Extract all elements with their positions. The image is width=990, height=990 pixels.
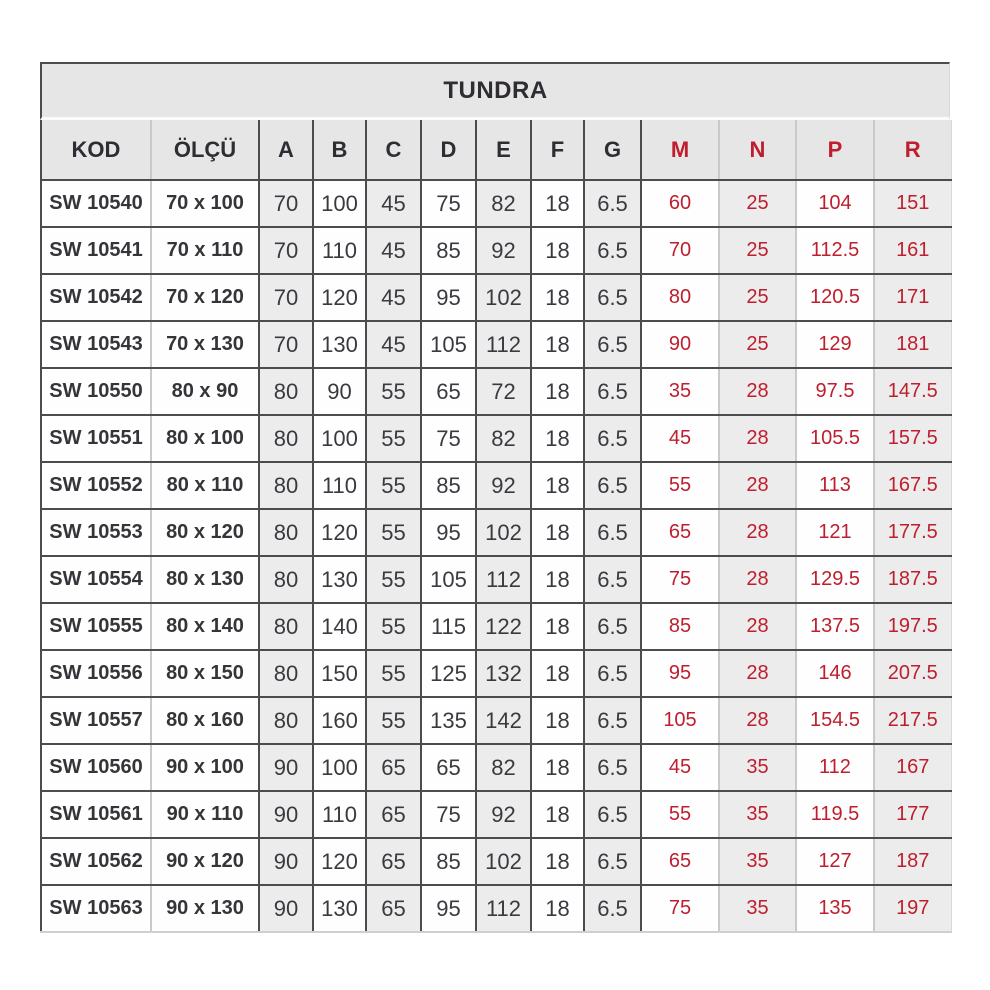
cell-g: 6.5 xyxy=(584,885,641,932)
cell-m: 90 xyxy=(641,321,719,368)
cell-e: 92 xyxy=(476,462,531,509)
cell-f: 18 xyxy=(531,791,584,838)
cell-p: 121 xyxy=(796,509,874,556)
cell-e: 102 xyxy=(476,509,531,556)
cell-r: 197.5 xyxy=(874,603,951,650)
cell-b: 90 xyxy=(313,368,366,415)
cell-m: 35 xyxy=(641,368,719,415)
cell-b: 100 xyxy=(313,744,366,791)
cell-c: 55 xyxy=(366,462,421,509)
cell-a: 90 xyxy=(259,838,313,885)
cell-a: 80 xyxy=(259,603,313,650)
cell-b: 160 xyxy=(313,697,366,744)
cell-kod: SW 10562 xyxy=(41,838,151,885)
cell-kod: SW 10563 xyxy=(41,885,151,932)
cell-m: 75 xyxy=(641,556,719,603)
cell-d: 65 xyxy=(421,744,476,791)
cell-e: 92 xyxy=(476,791,531,838)
cell-olcu: 80 x 120 xyxy=(151,509,259,556)
cell-m: 85 xyxy=(641,603,719,650)
table-row xyxy=(41,650,951,697)
cell-n: 28 xyxy=(719,415,796,462)
cell-n: 35 xyxy=(719,791,796,838)
cell-kod: SW 10554 xyxy=(41,556,151,603)
col-header-e: E xyxy=(476,120,531,180)
cell-e: 72 xyxy=(476,368,531,415)
cell-a: 80 xyxy=(259,509,313,556)
cell-b: 120 xyxy=(313,509,366,556)
cell-kod: SW 10540 xyxy=(41,180,151,227)
cell-n: 28 xyxy=(719,650,796,697)
cell-p: 112.5 xyxy=(796,227,874,274)
table-row xyxy=(41,462,951,509)
cell-b: 130 xyxy=(313,321,366,368)
cell-g: 6.5 xyxy=(584,838,641,885)
cell-kod: SW 10541 xyxy=(41,227,151,274)
cell-a: 80 xyxy=(259,368,313,415)
cell-e: 132 xyxy=(476,650,531,697)
cell-f: 18 xyxy=(531,274,584,321)
table-row xyxy=(41,744,951,791)
cell-r: 207.5 xyxy=(874,650,951,697)
cell-f: 18 xyxy=(531,556,584,603)
cell-d: 135 xyxy=(421,697,476,744)
cell-olcu: 70 x 130 xyxy=(151,321,259,368)
cell-olcu: 80 x 100 xyxy=(151,415,259,462)
cell-g: 6.5 xyxy=(584,462,641,509)
cell-p: 104 xyxy=(796,180,874,227)
cell-r: 187.5 xyxy=(874,556,951,603)
cell-d: 75 xyxy=(421,791,476,838)
cell-m: 55 xyxy=(641,791,719,838)
cell-f: 18 xyxy=(531,885,584,932)
cell-g: 6.5 xyxy=(584,697,641,744)
cell-p: 105.5 xyxy=(796,415,874,462)
col-header-n: N xyxy=(719,120,796,180)
col-header-m: M xyxy=(641,120,719,180)
cell-r: 167.5 xyxy=(874,462,951,509)
cell-r: 151 xyxy=(874,180,951,227)
cell-f: 18 xyxy=(531,321,584,368)
cell-r: 167 xyxy=(874,744,951,791)
cell-e: 82 xyxy=(476,180,531,227)
cell-f: 18 xyxy=(531,650,584,697)
cell-e: 102 xyxy=(476,274,531,321)
cell-m: 105 xyxy=(641,697,719,744)
cell-c: 55 xyxy=(366,697,421,744)
cell-b: 100 xyxy=(313,180,366,227)
cell-g: 6.5 xyxy=(584,180,641,227)
cell-e: 112 xyxy=(476,885,531,932)
cell-c: 45 xyxy=(366,227,421,274)
cell-g: 6.5 xyxy=(584,368,641,415)
cell-n: 28 xyxy=(719,556,796,603)
col-header-r: R xyxy=(874,120,951,180)
cell-n: 25 xyxy=(719,227,796,274)
cell-olcu: 70 x 100 xyxy=(151,180,259,227)
cell-c: 65 xyxy=(366,744,421,791)
cell-kod: SW 10551 xyxy=(41,415,151,462)
cell-b: 110 xyxy=(313,227,366,274)
cell-m: 95 xyxy=(641,650,719,697)
cell-a: 80 xyxy=(259,415,313,462)
cell-olcu: 70 x 110 xyxy=(151,227,259,274)
cell-m: 65 xyxy=(641,509,719,556)
table-row xyxy=(41,321,951,368)
cell-r: 177 xyxy=(874,791,951,838)
cell-n: 28 xyxy=(719,509,796,556)
cell-e: 142 xyxy=(476,697,531,744)
cell-f: 18 xyxy=(531,368,584,415)
cell-c: 65 xyxy=(366,885,421,932)
cell-m: 60 xyxy=(641,180,719,227)
cell-n: 28 xyxy=(719,462,796,509)
cell-b: 120 xyxy=(313,838,366,885)
cell-p: 112 xyxy=(796,744,874,791)
cell-olcu: 70 x 120 xyxy=(151,274,259,321)
cell-kod: SW 10552 xyxy=(41,462,151,509)
cell-c: 45 xyxy=(366,274,421,321)
cell-m: 45 xyxy=(641,415,719,462)
cell-r: 197 xyxy=(874,885,951,932)
cell-c: 45 xyxy=(366,321,421,368)
cell-kod: SW 10557 xyxy=(41,697,151,744)
cell-a: 70 xyxy=(259,274,313,321)
table-row xyxy=(41,838,951,885)
cell-r: 157.5 xyxy=(874,415,951,462)
cell-c: 65 xyxy=(366,838,421,885)
cell-olcu: 90 x 130 xyxy=(151,885,259,932)
cell-g: 6.5 xyxy=(584,650,641,697)
cell-g: 6.5 xyxy=(584,791,641,838)
cell-m: 65 xyxy=(641,838,719,885)
cell-e: 112 xyxy=(476,556,531,603)
cell-r: 187 xyxy=(874,838,951,885)
col-header-kod: KOD xyxy=(41,120,151,180)
table-row xyxy=(41,274,951,321)
cell-d: 95 xyxy=(421,274,476,321)
cell-b: 140 xyxy=(313,603,366,650)
cell-a: 80 xyxy=(259,697,313,744)
cell-e: 122 xyxy=(476,603,531,650)
table-row xyxy=(41,180,951,227)
cell-olcu: 90 x 120 xyxy=(151,838,259,885)
cell-r: 181 xyxy=(874,321,951,368)
cell-kod: SW 10553 xyxy=(41,509,151,556)
cell-f: 18 xyxy=(531,415,584,462)
cell-kod: SW 10560 xyxy=(41,744,151,791)
cell-d: 85 xyxy=(421,462,476,509)
cell-b: 150 xyxy=(313,650,366,697)
cell-b: 110 xyxy=(313,791,366,838)
cell-e: 82 xyxy=(476,415,531,462)
cell-olcu: 80 x 150 xyxy=(151,650,259,697)
cell-f: 18 xyxy=(531,227,584,274)
cell-d: 75 xyxy=(421,180,476,227)
cell-a: 90 xyxy=(259,791,313,838)
col-header-b: B xyxy=(313,120,366,180)
cell-olcu: 80 x 160 xyxy=(151,697,259,744)
cell-g: 6.5 xyxy=(584,556,641,603)
cell-olcu: 90 x 100 xyxy=(151,744,259,791)
cell-d: 95 xyxy=(421,509,476,556)
cell-a: 80 xyxy=(259,462,313,509)
cell-p: 129 xyxy=(796,321,874,368)
cell-p: 113 xyxy=(796,462,874,509)
cell-e: 112 xyxy=(476,321,531,368)
cell-f: 18 xyxy=(531,744,584,791)
cell-a: 80 xyxy=(259,556,313,603)
cell-b: 120 xyxy=(313,274,366,321)
cell-g: 6.5 xyxy=(584,227,641,274)
cell-p: 154.5 xyxy=(796,697,874,744)
cell-p: 137.5 xyxy=(796,603,874,650)
table-row xyxy=(41,556,951,603)
cell-d: 105 xyxy=(421,321,476,368)
cell-f: 18 xyxy=(531,180,584,227)
cell-d: 115 xyxy=(421,603,476,650)
cell-p: 97.5 xyxy=(796,368,874,415)
cell-r: 161 xyxy=(874,227,951,274)
cell-m: 55 xyxy=(641,462,719,509)
cell-kod: SW 10543 xyxy=(41,321,151,368)
cell-g: 6.5 xyxy=(584,603,641,650)
cell-c: 55 xyxy=(366,415,421,462)
col-header-c: C xyxy=(366,120,421,180)
col-header-p: P xyxy=(796,120,874,180)
cell-r: 177.5 xyxy=(874,509,951,556)
cell-kod: SW 10556 xyxy=(41,650,151,697)
cell-g: 6.5 xyxy=(584,321,641,368)
cell-c: 55 xyxy=(366,650,421,697)
cell-olcu: 80 x 110 xyxy=(151,462,259,509)
cell-a: 80 xyxy=(259,650,313,697)
col-header-d: D xyxy=(421,120,476,180)
cell-e: 82 xyxy=(476,744,531,791)
cell-r: 171 xyxy=(874,274,951,321)
table-row xyxy=(41,791,951,838)
cell-n: 35 xyxy=(719,885,796,932)
cell-kod: SW 10542 xyxy=(41,274,151,321)
cell-g: 6.5 xyxy=(584,744,641,791)
cell-n: 25 xyxy=(719,180,796,227)
cell-b: 100 xyxy=(313,415,366,462)
cell-p: 146 xyxy=(796,650,874,697)
cell-c: 55 xyxy=(366,603,421,650)
cell-b: 110 xyxy=(313,462,366,509)
cell-d: 85 xyxy=(421,227,476,274)
spec-table xyxy=(40,120,952,933)
cell-c: 45 xyxy=(366,180,421,227)
cell-b: 130 xyxy=(313,556,366,603)
cell-c: 55 xyxy=(366,368,421,415)
col-header-f: F xyxy=(531,120,584,180)
table-body xyxy=(41,180,951,932)
cell-n: 28 xyxy=(719,697,796,744)
table-row xyxy=(41,509,951,556)
cell-c: 65 xyxy=(366,791,421,838)
cell-c: 55 xyxy=(366,509,421,556)
cell-kod: SW 10555 xyxy=(41,603,151,650)
cell-olcu: 80 x 140 xyxy=(151,603,259,650)
cell-p: 127 xyxy=(796,838,874,885)
cell-r: 147.5 xyxy=(874,368,951,415)
cell-e: 102 xyxy=(476,838,531,885)
table-row xyxy=(41,697,951,744)
cell-n: 35 xyxy=(719,838,796,885)
cell-a: 90 xyxy=(259,885,313,932)
cell-f: 18 xyxy=(531,462,584,509)
table-row xyxy=(41,368,951,415)
cell-d: 65 xyxy=(421,368,476,415)
cell-m: 45 xyxy=(641,744,719,791)
cell-g: 6.5 xyxy=(584,509,641,556)
cell-kod: SW 10550 xyxy=(41,368,151,415)
col-header-olcu: ÖLÇÜ xyxy=(151,120,259,180)
cell-f: 18 xyxy=(531,697,584,744)
cell-f: 18 xyxy=(531,603,584,650)
header-row xyxy=(41,120,951,180)
cell-r: 217.5 xyxy=(874,697,951,744)
cell-a: 90 xyxy=(259,744,313,791)
cell-kod: SW 10561 xyxy=(41,791,151,838)
table-row xyxy=(41,603,951,650)
cell-d: 85 xyxy=(421,838,476,885)
spec-table-container xyxy=(40,62,950,933)
cell-n: 25 xyxy=(719,321,796,368)
cell-a: 70 xyxy=(259,227,313,274)
cell-p: 129.5 xyxy=(796,556,874,603)
cell-a: 70 xyxy=(259,321,313,368)
cell-n: 25 xyxy=(719,274,796,321)
cell-b: 130 xyxy=(313,885,366,932)
cell-c: 55 xyxy=(366,556,421,603)
table-row xyxy=(41,227,951,274)
cell-p: 135 xyxy=(796,885,874,932)
table-title: TUNDRA xyxy=(443,76,548,104)
cell-f: 18 xyxy=(531,838,584,885)
cell-n: 28 xyxy=(719,368,796,415)
cell-m: 75 xyxy=(641,885,719,932)
cell-p: 119.5 xyxy=(796,791,874,838)
col-header-a: A xyxy=(259,120,313,180)
table-title-row xyxy=(40,62,950,120)
col-header-g: G xyxy=(584,120,641,180)
cell-e: 92 xyxy=(476,227,531,274)
cell-d: 75 xyxy=(421,415,476,462)
table-row xyxy=(41,885,951,932)
cell-p: 120.5 xyxy=(796,274,874,321)
cell-d: 95 xyxy=(421,885,476,932)
cell-f: 18 xyxy=(531,509,584,556)
cell-m: 70 xyxy=(641,227,719,274)
cell-g: 6.5 xyxy=(584,274,641,321)
cell-d: 125 xyxy=(421,650,476,697)
cell-g: 6.5 xyxy=(584,415,641,462)
cell-a: 70 xyxy=(259,180,313,227)
cell-d: 105 xyxy=(421,556,476,603)
cell-olcu: 80 x 130 xyxy=(151,556,259,603)
cell-olcu: 80 x 90 xyxy=(151,368,259,415)
cell-n: 28 xyxy=(719,603,796,650)
cell-n: 35 xyxy=(719,744,796,791)
cell-m: 80 xyxy=(641,274,719,321)
cell-olcu: 90 x 110 xyxy=(151,791,259,838)
table-row xyxy=(41,415,951,462)
